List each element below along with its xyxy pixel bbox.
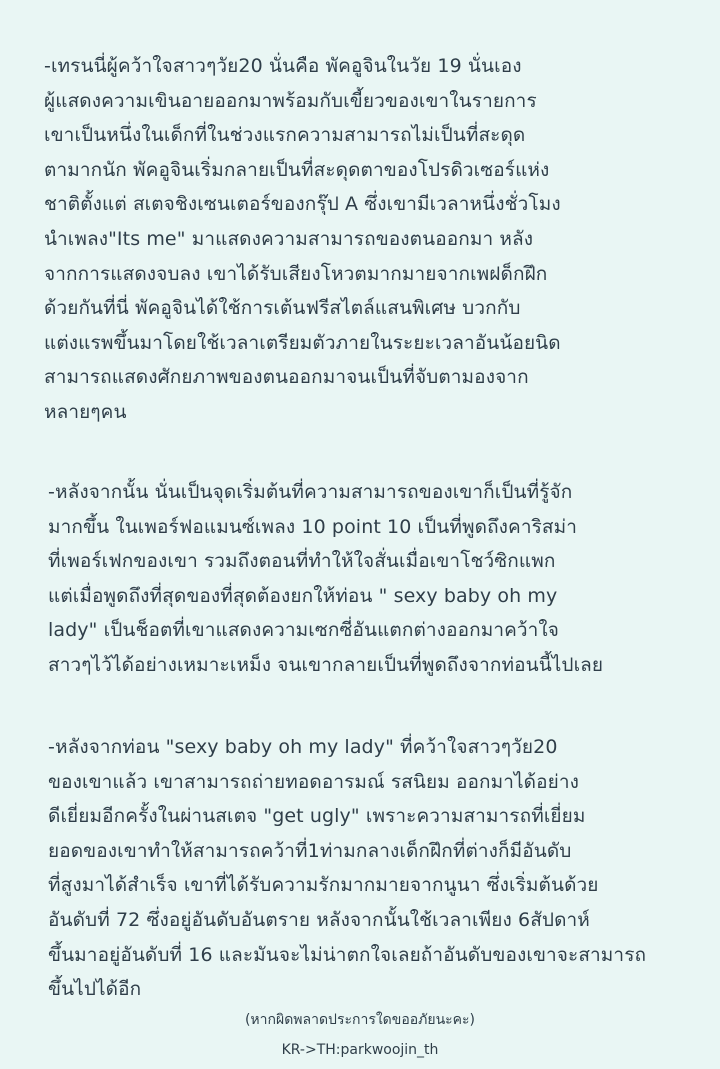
text-line: ขึ้นไปได้อีก <box>48 978 142 1001</box>
text-line: -หลังจากท่อน "sexy baby oh my lady" ที่คว้าใจสาวๆวัย20 <box>48 736 558 758</box>
text-line: จากการแสดงจบลง เขาได้รับเสียงโหวตมากมายจากเพฝด็กฝึก <box>44 262 548 285</box>
text-line: มากขึ้น ในเพอร์ฟอแมนซ์เพลง 10 point 10 เป็นที่พูดถึงคาริสม่า <box>48 515 578 538</box>
text-line: ตามากนัก พัคอูจินเริ่มกลายเป็นที่สะดุดตาของโปรดิวเซอร์แห่ง <box>44 158 550 181</box>
translator-credit <box>0 1041 720 1059</box>
text-line: ยอดของเขาทำให้สามารถคว้าที่1ท่ามกลางเด็กฝึกที่ต่างก็มีอันดับ <box>48 839 572 862</box>
text-line: แต่เมื่อพูดถึงที่สุดของที่สุดต้องยกให้ท่อน " sexy baby oh my <box>48 584 558 607</box>
text-line: ที่สูงมาได้สำเร็จ เขาที่ได้รับความรักมากมายจากนูนา ซึ่งเริ่มต้นด้วย <box>48 874 599 897</box>
text-line: ด้วยกันที่นี่ พัคอูจินได้ใช้การเต้นฟรีสไตล์แสนพิเศษ บวกกับ <box>44 297 521 320</box>
text-line: แต่งแรพขึ้นมาโดยใช้เวลาเตรียมตัวภายในระยะเวลาอันน้อยนิด <box>44 331 561 354</box>
text-line: ที่เพอร์เฟกของเขา รวมถึงตอนที่ทำให้ใจสั่นเมื่อเขาโชว์ซิกแพก <box>48 550 556 573</box>
text-line: หลายๆคน <box>44 401 127 423</box>
credit-text: KR->TH:parkwoojin_th <box>281 1042 439 1058</box>
text-line: สามารถแสดงศักยภาพของตนออกมาจนเป็นที่จับตามองจาก <box>44 366 529 389</box>
text-line: ขึ้นมาอยู่อันดับที่ 16 และมันจะไม่น่าตกใจเลยถ้าอันดับของเขาจะสามารถ <box>48 943 647 966</box>
text-line: ชาติตั้งแต่ สเตจชิงเซนเตอร์ของกรุ๊ป A ซึ่งเขามีเวลาหนึ่งชั่วโมง <box>44 193 561 216</box>
translator-note <box>0 1011 720 1029</box>
text-line: เขาเป็นหนึ่งในเด็กที่ในช่วงแรกความสามารถไม่เป็นที่สะดุด <box>44 124 526 147</box>
text-line: ผู้แสดงความเขินอายออกมาพร้อมกับเขี้ยวของเขาในรายการ <box>44 89 537 112</box>
text-line: อันดับที่ 72 ซึ่งอยู่อันดับอันตราย หลังจากนั้นใช้เวลาเพียง 6สัปดาห์ <box>48 909 590 931</box>
text-line: -เทรนนี่ผู้คว้าใจสาวๆวัย20 นั่นคือ พัคอูจินในวัย 19 นั่นเอง <box>44 55 522 77</box>
apology-note: (หากผิดพลาดประการใดขออภัยนะคะ) <box>244 1012 476 1028</box>
text-line: ของเขาแล้ว เขาสามารถถ่ายทอดอารมณ์ รสนิยม ออกมาได้อย่าง <box>48 770 579 793</box>
text-line: ดีเยี่ยมอีกครั้งในผ่านสเตจ "get ugly" เพราะความสามารถที่เยี่ยม <box>48 805 586 828</box>
text-line: นำเพลง"Its me" มาแสดงความสามารถของตนออกมา หลัง <box>44 228 534 250</box>
text-line: lady" เป็นช็อตที่เขาแสดงความเซกซี่อันแตกต่างออกมาคว้าใจ <box>48 619 560 642</box>
text-line: -หลังจากนั้น นั่นเป็นจุดเริ่มต้นที่ความสามารถของเขาก็เป็นที่รู้จัก <box>48 481 573 503</box>
text-line: สาวๆไว้ได้อย่างเหมาะเหม็ง จนเขากลายเป็นที่พูดถึงจากท่อนนี้ไปเลย <box>48 654 604 676</box>
